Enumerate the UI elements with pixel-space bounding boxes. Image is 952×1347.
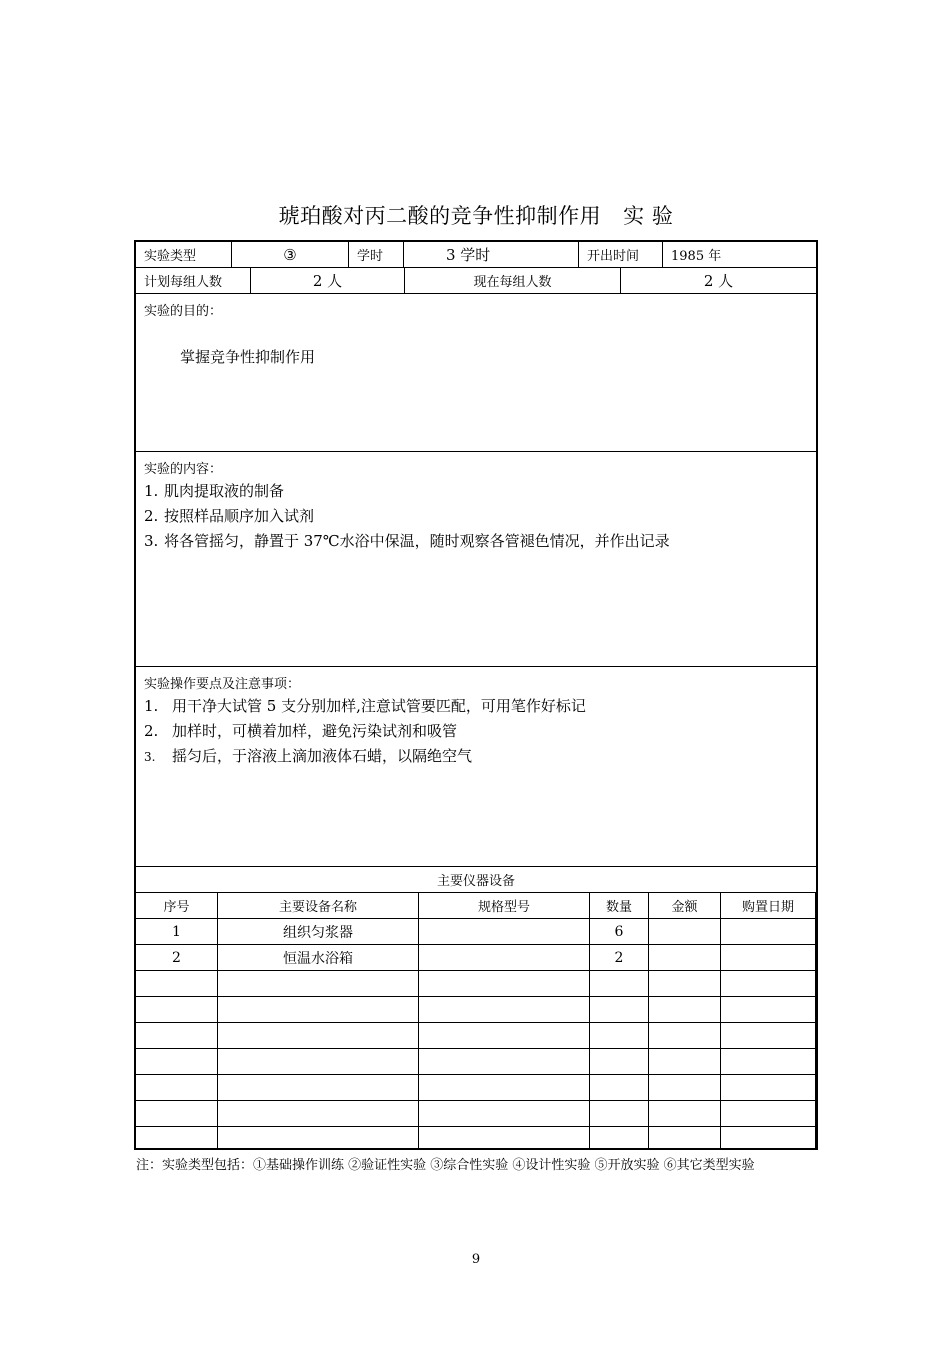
cell-amount (649, 1075, 721, 1100)
table-row (136, 1023, 816, 1049)
cell-qty (590, 1023, 649, 1048)
equipment-header-row (136, 893, 816, 919)
type-value: ③ (232, 242, 349, 267)
table-row (136, 919, 816, 945)
cell-qty: 2 (590, 945, 649, 970)
cell-name (218, 1101, 419, 1126)
current-value: 2 人 (703, 272, 734, 290)
purpose-heading: 实验的目的： (144, 304, 223, 319)
info-row-1 (136, 242, 816, 268)
cell-date (721, 997, 816, 1022)
cell-model (419, 997, 590, 1022)
cell-model (419, 945, 590, 970)
planned-label: 计划每组人数 (136, 268, 251, 293)
col-header-model: 规格型号 (419, 893, 590, 918)
cell-model (419, 1023, 590, 1048)
cell-model (419, 1075, 590, 1100)
col-header-amount: 金额 (649, 893, 721, 918)
table-row (136, 1075, 816, 1101)
table-row (136, 945, 816, 971)
start-label: 开出时间 (579, 242, 663, 267)
cell-index: 2 (136, 945, 218, 970)
start-value: 1985 年 (671, 249, 722, 264)
cell-index (136, 1075, 218, 1100)
cell-index: 1 (136, 919, 218, 944)
cell-qty (590, 1101, 649, 1126)
content-item: 1. 肌肉提取液的制备 (144, 482, 285, 500)
cell-date (721, 1023, 816, 1048)
notes-heading: 实验操作要点及注意事项： (144, 677, 301, 692)
cell-name (218, 1127, 419, 1148)
cell-qty (590, 1049, 649, 1074)
cell-date (721, 919, 816, 944)
footnote: 注：实验类型包括：①基础操作训练 ②验证性实验 ③综合性实验 ④设计性实验 ⑤开放实验 ⑥其它类型实验 (136, 1158, 755, 1173)
cell-name (218, 1075, 419, 1100)
info-row-2 (136, 268, 816, 294)
table-row (136, 1127, 816, 1148)
type-label: 实验类型 (136, 242, 232, 267)
cell-qty (590, 997, 649, 1022)
content-section (136, 452, 816, 667)
table-row (136, 997, 816, 1023)
content-heading: 实验的内容： (144, 462, 223, 477)
cell-qty (590, 1127, 649, 1148)
cell-amount (649, 1023, 721, 1048)
col-header-qty: 数量 (590, 893, 649, 918)
cell-index (136, 1049, 218, 1074)
notes-item: 3. 摇匀后，于溶液上滴加液体石蜡，以隔绝空气 (144, 747, 473, 765)
cell-name (218, 1023, 419, 1048)
content-item: 2. 按照样品顺序加入试剂 (144, 507, 315, 525)
notes-item: 2. 加样时，可横着加样，避免污染试剂和吸管 (144, 722, 458, 740)
cell-date (721, 1127, 816, 1148)
cell-amount (649, 971, 721, 996)
purpose-text: 掌握竞争性抑制作用 (180, 348, 316, 366)
cell-amount (649, 945, 721, 970)
cell-date (721, 1075, 816, 1100)
col-header-index: 序号 (136, 893, 218, 918)
cell-name (218, 997, 419, 1022)
current-label: 现在每组人数 (405, 268, 621, 293)
notes-section (136, 667, 816, 867)
cell-index (136, 1127, 218, 1148)
title-suffix: 实 验 (623, 204, 674, 228)
cell-qty (590, 1075, 649, 1100)
cell-model (419, 1127, 590, 1148)
cell-date (721, 1049, 816, 1074)
hours-label: 学时 (349, 242, 404, 267)
equipment-title: 主要仪器设备 (436, 874, 515, 889)
cell-index (136, 1023, 218, 1048)
cell-name (218, 1049, 419, 1074)
cell-amount (649, 1101, 721, 1126)
table-row (136, 1101, 816, 1127)
cell-model (419, 971, 590, 996)
cell-date (721, 1101, 816, 1126)
table-row (136, 971, 816, 997)
col-header-name: 主要设备名称 (218, 893, 419, 918)
table-row (136, 1049, 816, 1075)
hours-value: 3 学时 (404, 242, 579, 267)
cell-amount (649, 997, 721, 1022)
equipment-title-row (136, 867, 816, 893)
cell-model (419, 1101, 590, 1126)
content-item: 3. 将各管摇匀，静置于 37℃水浴中保温，随时观察各管褪色情况，并作出记录 (144, 532, 670, 550)
purpose-section (136, 294, 816, 452)
cell-index (136, 997, 218, 1022)
cell-model (419, 1049, 590, 1074)
cell-date (721, 971, 816, 996)
cell-amount (649, 1049, 721, 1074)
experiment-sheet (134, 240, 818, 1150)
col-header-date: 购置日期 (721, 893, 816, 918)
page-number: 9 (471, 1252, 481, 1267)
cell-qty (590, 971, 649, 996)
cell-name: 恒温水浴箱 (218, 945, 419, 970)
cell-index (136, 971, 218, 996)
title-main: 琥珀酸对丙二酸的竞争性抑制作用 (278, 204, 602, 228)
page-title (0, 200, 952, 230)
planned-value: 2 人 (251, 268, 405, 293)
cell-name (218, 971, 419, 996)
cell-name: 组织匀浆器 (218, 919, 419, 944)
cell-index (136, 1101, 218, 1126)
cell-amount (649, 919, 721, 944)
cell-qty: 6 (590, 919, 649, 944)
cell-amount (649, 1127, 721, 1148)
notes-item: 1. 用干净大试管 5 支分别加样,注意试管要匹配，可用笔作好标记 (144, 697, 586, 715)
cell-model (419, 919, 590, 944)
cell-date (721, 945, 816, 970)
